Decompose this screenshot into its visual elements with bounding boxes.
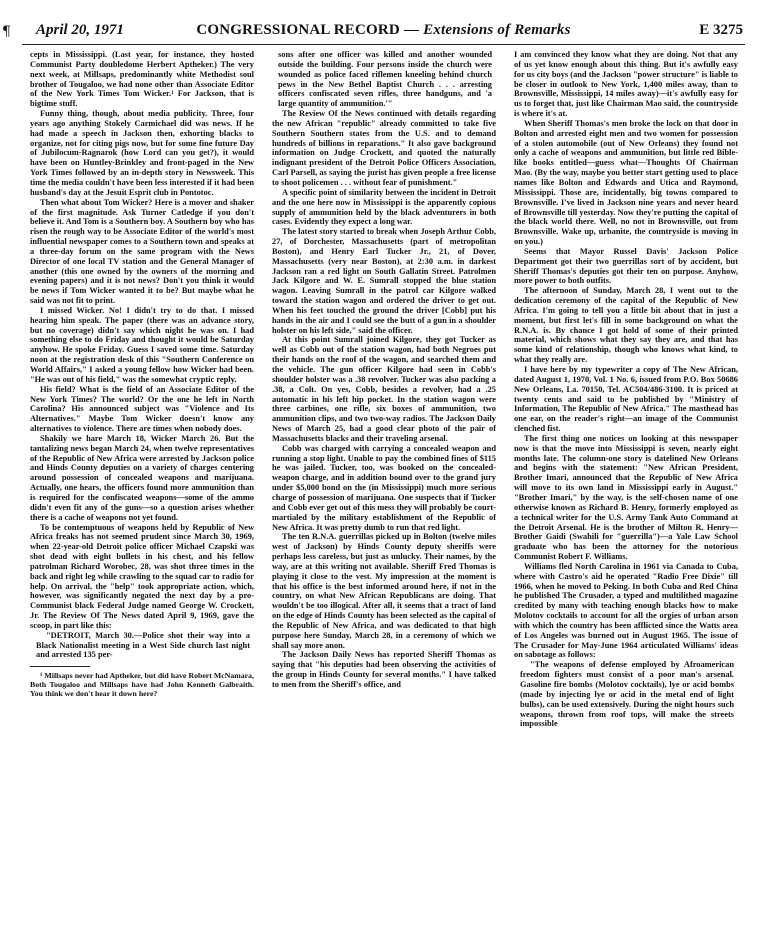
paragraph: Seems that Mayor Russel Davis' Jackson Police Department got their two guerrillas sort of by accident, but Sheriff Thomas's deputies got their ten on purpose. Anyhow, more power to both outfits. <box>514 246 738 286</box>
column-1 <box>30 50 254 930</box>
column-3 <box>514 50 738 930</box>
paragraph: The afternoon of Sunday, March 28, I went out to the dedication ceremony of the capital of the Republic of New Africa. I'm going to tell you a little bit about that in just a moment, but first let's fill in some background on what the R.N.A. is. By chance I got hold of some of their printed material, which shows what they say they are, and that has some kind of relationship, though who knows what kind, to what they really are. <box>514 286 738 365</box>
header-date: April 20, 1971 <box>36 22 124 38</box>
quote-paragraph: "DETROIT, March 30.—Police shot their way into a Black Nationalist meeting in a West Side church last night and arrested 135 per- <box>36 630 250 660</box>
paragraph: His field? What is the field of an Associate Editor of the New York Times? The world? Or the one he left in North Carolina? His announced subject was "Violence and Its Alternatives." Maybe Tom Wicker doesn't know any alternatives to violence. There are times when nobody does. <box>30 384 254 434</box>
paragraph: Williams fled North Carolina in 1961 via Canada to Cuba, where with Castro's aid he operated "Radio Free Dixie" till 1966, when he moved to Peking. In both Cuba and Red China he published The Crusader, a typed and multilithed magazine credited by many with teaching enough blacks how to make Molotov cocktails to account for all the orgies of urban arson with which the country has been afflicted since the Watts area of Los Angeles was burned out in August 1965. The issue of The Crusader for May-June 1964 articulated Williams' ideas on sabotage as follows: <box>514 561 738 660</box>
quote-paragraph: "The weapons of defense employed by Afroamerican freedom fighters must consist of a poor man's arsenal. Gasoline fire bombs (Molotov cocktails), lye or acid bombs (made by injecting lye or acid in the metal end of light bulbs), can be used extensively. During the night hours such weapons, thrown from roof tops, will make the streets impossible <box>520 660 734 729</box>
paragraph: Shakily we hare March 18, Wicker March 26. But the tantalizing news began March 24, when twelve representatives of the Republic of New Africa were arrested by Jackson police and Hinds County deputies on a variety of charges centering around possession of concealed weapons and marijuana. Actually, one hears, the officers found more ammunition than is required for the confiscated weapons—some of the ammo didn't even fit any of the guns—so a question arises whether there is a cache of weapons not yet found. <box>30 433 254 522</box>
paragraph: The latest story started to break when Joseph Arthur Cobb, 27, of Dorchester, Massachusetts (part of metropolitan Boston), and Henry Earl Tucker Jr., 21, of Dover, Massachusetts (very near Boston), at 2:30 a.m. in darkest Jackson ran a red light on South Gallatin Street. Patrolmen Jack Kilgore and W. E. Sumrall stopped the blue station wagon. Leaving Sumrall in the patrol car Kilgore walked toward the station wagon and ordered the driver to get out. When his feet touched the ground the driver [Cobb] put his hands in the air and I could see the butt of a gun in a shoulder holster on his left side," said the officer. <box>272 227 496 335</box>
paragraph: The Review Of the News continued with details regarding the new African "republic" already committed to take five Southern Southern states from the U.S. and to demand hundreds of billions in reparations." It also gave background information on Judge Crockett, and quoted the naturally indignant president of the Detroit Police Officers Association, Carl Parsell, as saying the jurist has given people a free license to shoot policemen . . . without fear of punishment." <box>272 109 496 187</box>
footnote: ¹ Millsaps never had Aptheker, but did have Robert McNamara, Both Tougaloo and Millsaps have had John Kenneth Galbraith. You think we don't hear it down here? <box>30 671 254 699</box>
paragraph: The Jackson Daily News has reported Sheriff Thomas as saying that "his deputies had been observing the activities of the group in Hinds County for several months." I have talked to men from the Sheriff's office, and <box>272 650 496 689</box>
header-subtitle: Extensions of Remarks <box>423 22 571 38</box>
header-title-main: CONGRESSIONAL RECORD — <box>196 22 420 38</box>
page-header <box>22 22 745 45</box>
paragraph: I have here by my typewriter a copy of The New African, dated August 1, 1970, Vol. 1 No. 6, issued from P.O. Box 50686 New Orleans, La. 70150, Tel. AC504/486-3100. It is priced at twenty cents and said to be published by "Ministry of Information, The Republic of New Africa." The masthead has one ear, on the reader's right—an image of the Communist clenched fist. <box>514 365 738 434</box>
paragraph: When Sheriff Thomas's men broke the lock on that door in Bolton and arrested eight men and two women for possession of a stolen automobile (out of New Orleans) they found not only a cache of weapons and ammunition, but little red Bible-like books entitled—guess what—Thoughts Of Chairman Mao. (By the way, maybe you better start getting used to place names like Bolton and Edwards and Utica and Raymond, Mississippi. Those are, incidentally, big towns compared to Brownsville. I've lived in Jackson nine years and never heard of Brownsville till yesterday. Now they're putting the capital of the black world there. Well, no not in Brownsville, out from Brownsville. Wake up, urbanite, the countryside is moving in on you.) <box>514 118 738 247</box>
paragraph: cepts in Mississippi. (Last year, for instance, they hosted Communist Party doubledome Herbert Aptheker.) The very next week, at Millsaps, predominantly white Methodist soul brother of Tougaloo, we had none other than Associate Editor of the New York Times Tom Wicker.¹ For Jackson, that is bigtime stuff. <box>30 50 254 109</box>
paragraph: To be contemptuous of weapons held by Republic of New Africa freaks has not seemed prudent since March 30, 1969, when 22-year-old Detroit police officer Michael Czapski was shot dead with eight bullets in his chest, and his fellow patrolman Richard Worobec, 28, was shot three times in the back and right leg while crawling to the squad car to radio for help. On arrival, the "help" took appropriate action, which, however, was significantly negated the next day by a pro-Communist black Federal Judge named George W. Crockett, Jr. The Review Of The News dated April 9, 1969, gave the scoop, in part like this: <box>30 522 254 630</box>
quote-paragraph: sons after one officer was killed and another wounded outside the building. Four persons inside the church were wounded as police faced riflemen kneeling behind church pews in the New Bethel Baptist Church . . . arresting officers confiscated seven rifles, three handguns, and 'a large quantity of ammunition.'" <box>278 50 492 109</box>
header-title <box>22 22 745 39</box>
footnote-rule <box>30 666 90 667</box>
paragraph: Cobb was charged with carrying a concealed weapon and running a stop light. Unable to pay the combined fines of $115 he was jailed. Tucker, too, was booked on the concealed-weapon charge, and in addition bound over to the grand jury under $5,000 bond on the (in Mississippi) much more serious charge of possession of marijuana. One suspects that if Tucker and Cobb ever get out of this mess they will probably be court-martialed by the military establishment of the Republic of New Africa. It was pretty dumb to run that red light. <box>272 443 496 532</box>
header-page-number: E 3275 <box>699 22 743 38</box>
margin-mark: ¶ <box>2 24 11 40</box>
paragraph: Funny thing, though, about media publicity. Three, four years ago anything Stokely Carmichael did was news. If he had made a speech in Jackson then, exhorting blacks to organize, not for citing pigs now, but for some fine future Day of Jubilocum-Ragnarok (how Lord can you get?), it would have been on Huntley-Brinkley and front-paged in the New York Times followed by an in-depth story in Newsweek. This time the media couldn't have been less interested if it had been husband's day at the Jesuit Esprit club in Pontotoc. <box>30 109 254 197</box>
paragraph: I am convinced they know what they are doing. Not that any of us yet know enough about this thing. But it's awfully easy for us city boys (and the Jackson "power structure" is liable to be closer in outlook to New York, 1,400 miles away, than to Brownsville, Mississippi, 14 miles away)—it's awfully easy for us to forget that, just like Chairman Mao said, the countryside is where it's at. <box>514 50 738 119</box>
paragraph: Then what about Tom Wicker? Here is a mover and shaker of the first magnitude. Ask Turner Catledge if you don't believe it. And Tom is a Southern boy. A Southern boy who has risen the rough way to be Associate Editor of the world's most influential newspaper comes to a Southern town and speaks at a three-day forum on the same program with the News Director of one local TV station and the General Manager of another (this one owned by the owners of the morning and evening papers) and it is not news? Don't you think it would be news if Tom Wicker wanted it to be? But maybe what he said was not fit to print. <box>30 197 254 306</box>
paragraph: The first thing one notices on looking at this newspaper now is that the move into Mississippi is seven, nearly eight months late. The column-one story is datelined New Orleans and begins with the statement: "New African President, Brother Imari, announced that the Republic of New Africa will move to its own land in Mississippi early in August." "Brother Imari," by the way, is the self-chosen name of one otherwise known as Richard B. Henry, formerly employed as a technical writer for the U.S. Army Tank Auto Command at the Detroit Arsenal. He is the brother of Milton R. Henry—Brother Gaidi (Swahili for "guerrilla")—a Yale Law School graduate who has been the attorney for the notorious Communist Robert F. Williams. <box>514 433 738 562</box>
paragraph: At this point Sumrall joined Kilgore, they got Tucker as well as Cobb out of the station wagon, had both Negroes put their hands on the roof of the wagon, and searched them and the vehicle. The gun officer Kilgore had seen in Cobb's shoulder holster was a .38 revolver. Tucker was also packing a .38, a Colt. On yes, Cobb, besides a revolver, had a .25 automatic in his left hip pocket. In the station wagon were three carbines, one rifle, six boxes of ammunition, two ammunition clips, and two two-way radios. The Jackson Daily News of March 25, had a good clear photo of the pair of Massachusetts blacks and their traveling arsenal. <box>272 335 496 443</box>
paragraph: A specific point of similarity between the incident in Detroit and the one here now in Mississippi is the apparently copious supply of ammunition held by the black adventurers in both cases. Evidently they expect a long war. <box>272 187 496 227</box>
paragraph: I missed Wicker. No! I didn't try to do that. I missed hearing him speak. The paper (there was an advance story, but no coverage) didn't say which night he was on. I had something else to do Friday and thought it would be Saturday anyhow. He spoke Friday. Guess I saved some time. Saturday noon at the registration desk of this "Southern Conference on World Affairs," I asked a young fellow how Wicker had been. "He was out of his field," was the somewhat cryptic reply. <box>30 305 254 384</box>
paragraph: The ten R.N.A. guerrillas picked up in Bolton (twelve miles west of Jackson) by Hinds County deputy sheriffs were perhaps less careless, but just as unlucky. Their names, by the way, are at this writing not available. Sheriff Fred Thomas is playing it close to the vest. My impression at the moment is that his office is the best informed around here, if not in the country, on what New African Republicans are doing. That wouldn't be too illogical. After all, it seems that a tract of land on the edge of Hinds County has been selected as the capital of the Republic of New Africa, and was dedicated to that high purpose here Sunday, March 28, in a ceremony of which we shall say more anon. <box>272 532 496 650</box>
column-2 <box>272 50 496 930</box>
